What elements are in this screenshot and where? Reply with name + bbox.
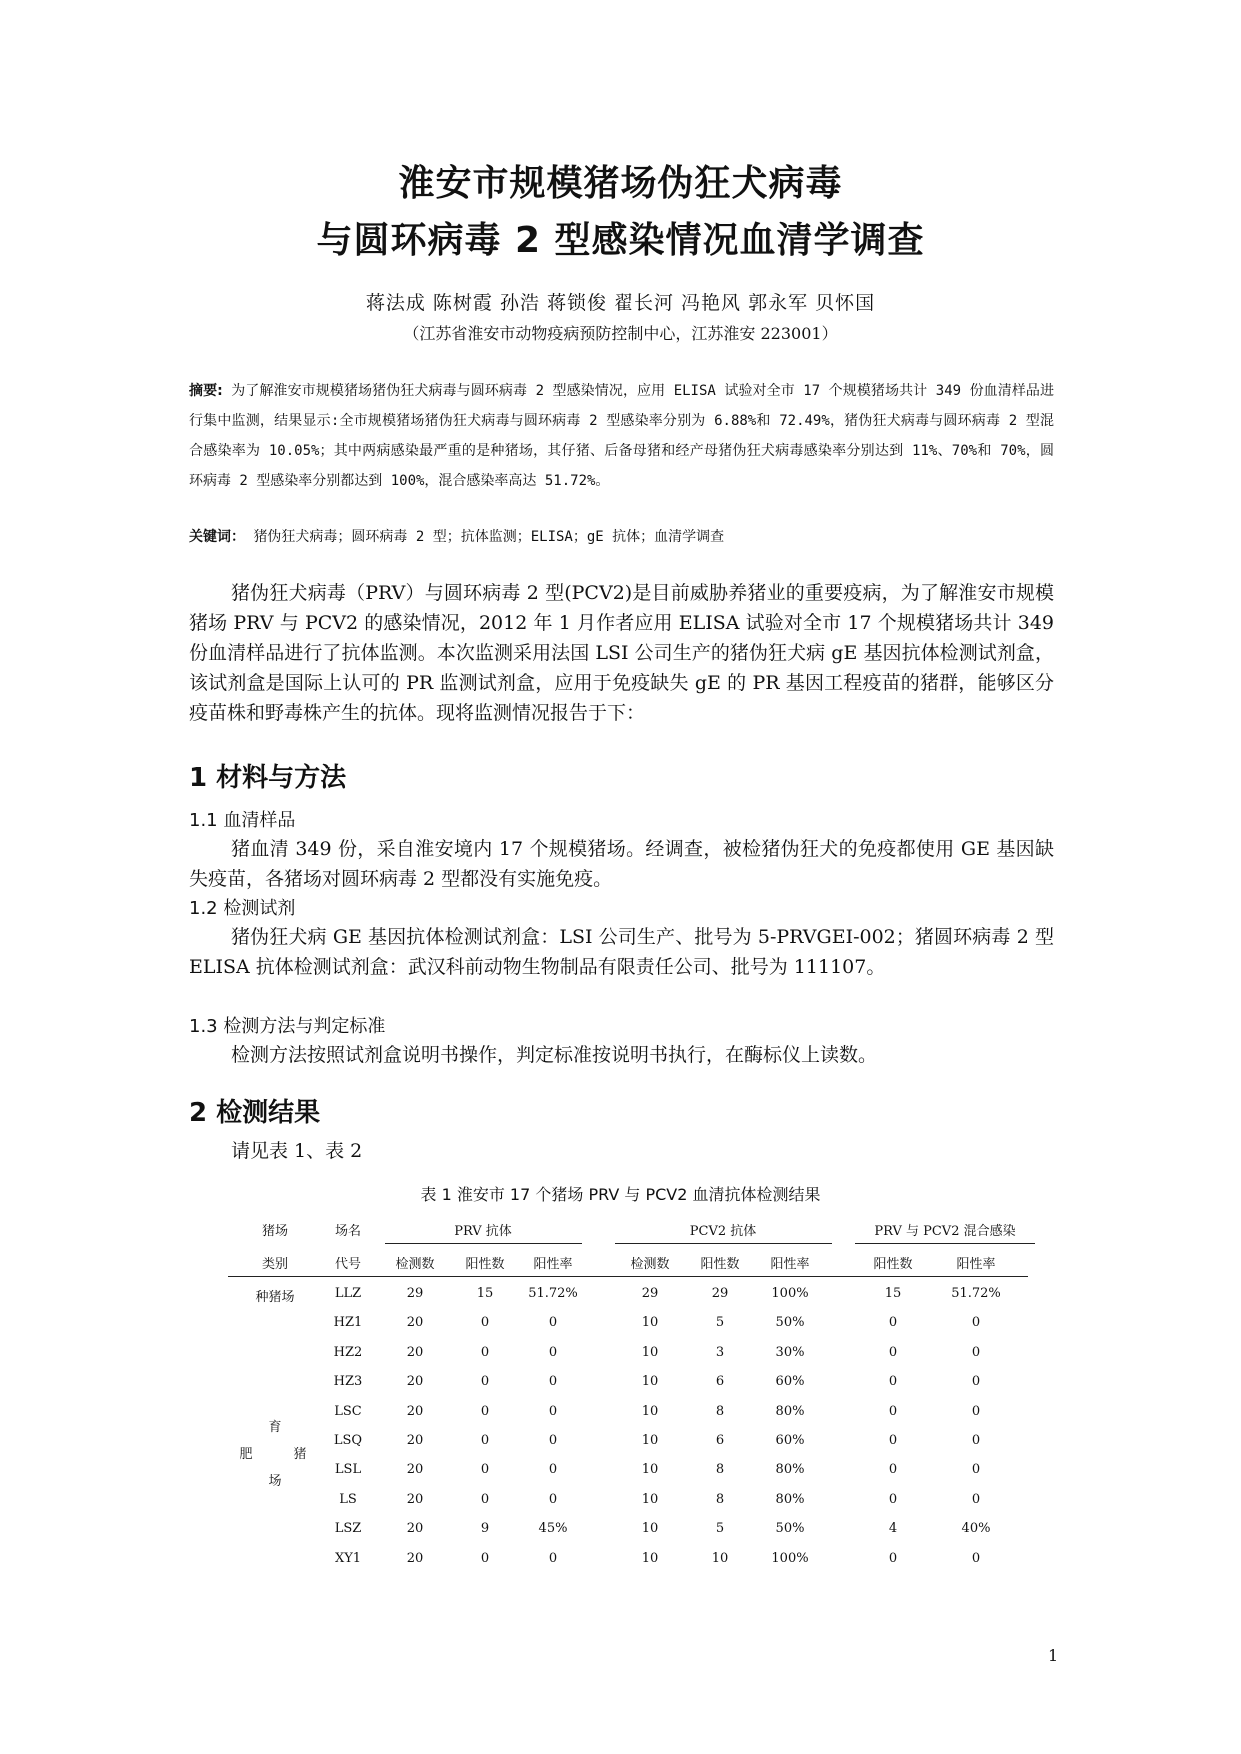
page-number: 1 xyxy=(1048,1646,1059,1665)
table-cell: 0 xyxy=(548,1491,558,1507)
section-1-2-text: 猪伪狂犬病 GE 基因抗体检测试剂盒：LSI 公司生产、批号为 5-PRVGEI-002；猪圆环病毒 2 型 ELISA 抗体检测试剂盒：武汉科前动物生物制品有限责任公司、批号为 111107。 xyxy=(189,926,1054,978)
header-rule-pcv2 xyxy=(615,1243,832,1244)
header-code-2: 代号 xyxy=(334,1257,361,1272)
table-cell-code: XY1 xyxy=(334,1550,362,1566)
table-cell: 6 xyxy=(715,1433,725,1448)
table-cell: 10 xyxy=(711,1550,729,1566)
results-table xyxy=(228,1210,1028,1610)
table-cell: 20 xyxy=(406,1462,424,1478)
table-cell: 0 xyxy=(888,1374,898,1390)
table-cell: 0 xyxy=(888,1433,898,1448)
table-cell: 0 xyxy=(888,1403,898,1419)
section-2-text: 请见表 1、表 2 xyxy=(231,1140,363,1162)
table-cell: 15 xyxy=(884,1286,902,1301)
table-cell-code: LSQ xyxy=(333,1433,363,1448)
table-cell: 0 xyxy=(548,1315,558,1331)
table-cell: 10 xyxy=(641,1403,659,1419)
header-rule-mixed xyxy=(855,1243,1035,1244)
table-cell-code: LS xyxy=(339,1491,357,1507)
table-cell: 20 xyxy=(406,1433,424,1448)
farm-type-breeding: 种猪场 xyxy=(255,1290,295,1305)
table-cell: 8 xyxy=(715,1462,725,1478)
abstract xyxy=(189,376,1054,496)
table-cell-code: HZ2 xyxy=(333,1344,363,1360)
header-prv-positive: 阳性数 xyxy=(465,1257,505,1272)
table-cell: 20 xyxy=(406,1550,424,1566)
section-1-3-text: 检测方法按照试剂盒说明书操作，判定标准按说明书执行，在酶标仪上读数。 xyxy=(231,1044,878,1066)
table-cell: 80% xyxy=(775,1491,805,1507)
table-cell: 0 xyxy=(548,1550,558,1566)
table-cell: 15 xyxy=(476,1286,494,1301)
table-cell: 20 xyxy=(406,1344,424,1360)
table-cell: 10 xyxy=(641,1433,659,1448)
table-cell: 0 xyxy=(548,1403,558,1419)
table-cell: 0 xyxy=(971,1403,981,1419)
farm-type-fattening-char-2: 肥 xyxy=(239,1447,253,1462)
table-cell: 0 xyxy=(971,1433,981,1448)
table-cell: 0 xyxy=(888,1315,898,1331)
table-cell: 29 xyxy=(641,1286,659,1301)
table-cell: 3 xyxy=(715,1344,725,1360)
header-mixed-positive: 阳性数 xyxy=(873,1257,913,1272)
table-cell: 6 xyxy=(715,1374,725,1390)
section-2-heading: 2 检测结果 xyxy=(189,1098,321,1128)
table-cell: 100% xyxy=(771,1550,809,1566)
author-list: 蒋法成 陈树霞 孙浩 蒋锁俊 翟长河 冯艳风 郭永军 贝怀国 xyxy=(365,292,876,314)
header-prv-rate: 阳性率 xyxy=(533,1257,573,1272)
section-1-1-text: 猪血清 349 份，采自淮安境内 17 个规模猪场。经调查，被检猪伪狂犬的免疫都使用 GE 基因缺失疫苗，各猪场对圆环病毒 2 型都没有实施免疫。 xyxy=(189,838,1054,890)
header-farm-type-2: 类别 xyxy=(261,1257,288,1272)
table-cell: 0 xyxy=(971,1491,981,1507)
table-cell: 0 xyxy=(971,1315,981,1331)
section-1-3-heading: 1.3 检测方法与判定标准 xyxy=(189,1016,386,1037)
table-cell: 20 xyxy=(406,1403,424,1419)
table-cell: 10 xyxy=(641,1462,659,1478)
table-cell: 0 xyxy=(971,1374,981,1390)
table-cell-code: HZ3 xyxy=(333,1374,363,1390)
header-pcv2-rate: 阳性率 xyxy=(770,1257,810,1272)
keywords xyxy=(189,522,1054,552)
header-prv-tested: 检测数 xyxy=(395,1257,435,1272)
table-cell: 50% xyxy=(775,1315,805,1331)
table-cell: 29 xyxy=(711,1286,729,1301)
header-rule-prv xyxy=(385,1243,582,1244)
header-pcv2: PCV2 抗体 xyxy=(689,1224,757,1239)
table-cell: 30% xyxy=(775,1344,805,1360)
header-mixed-rate: 阳性率 xyxy=(956,1257,996,1272)
table-cell: 0 xyxy=(480,1462,490,1478)
table-cell: 40% xyxy=(961,1521,991,1537)
table-cell: 0 xyxy=(480,1374,490,1390)
title-line-1: 淮安市规模猪场伪狂犬病毒 xyxy=(398,163,843,204)
table-cell-code: LSL xyxy=(334,1462,362,1478)
table-cell: 29 xyxy=(406,1286,424,1301)
section-1-1-heading: 1.1 血清样品 xyxy=(189,810,296,831)
table-cell: 51.72% xyxy=(951,1286,1001,1301)
header-pcv2-tested: 检测数 xyxy=(630,1257,670,1272)
table-cell: 80% xyxy=(775,1462,805,1478)
table-cell: 0 xyxy=(888,1462,898,1478)
title-line-2: 与圆环病毒 2 型感染情况血清学调查 xyxy=(316,220,925,261)
table-cell: 0 xyxy=(480,1403,490,1419)
header-bottom-rule xyxy=(228,1276,1028,1277)
header-code-1: 场名 xyxy=(334,1224,361,1239)
table-cell: 0 xyxy=(971,1462,981,1478)
table-cell: 51.72% xyxy=(528,1286,578,1301)
table-cell: 0 xyxy=(548,1433,558,1448)
table-cell: 80% xyxy=(775,1403,805,1419)
table-cell: 10 xyxy=(641,1315,659,1331)
table-cell: 8 xyxy=(715,1403,725,1419)
table-cell: 4 xyxy=(888,1521,898,1537)
table-cell: 0 xyxy=(480,1315,490,1331)
table-cell: 0 xyxy=(888,1491,898,1507)
intro-paragraph: 猪伪狂犬病毒（PRV）与圆环病毒 2 型(PCV2)是目前威胁养猪业的重要疫病，为了解淮安市规模猪场 PRV 与 PCV2 的感染情况，2012 年 1 月作者应用 ELISA 试验对全市 17 个规模猪场共计 349 份血清样品进行了抗体监测。本次监测采用法国 LSI 公司生产的猪伪狂犬病 gE 基因抗体检测试剂盒，该试剂盒是国际上认可的 PR 监测试剂盒，应用于免疫缺失 gE 的 PR 基因工程疫苗的猪群，能够区分疫苗株和野毒株产生的抗体。现将监测情况报告于下： xyxy=(189,582,1054,724)
table-cell-code: LSZ xyxy=(334,1521,362,1537)
table-cell-code: LLZ xyxy=(334,1286,362,1301)
table-cell: 50% xyxy=(775,1521,805,1537)
table-cell: 0 xyxy=(548,1344,558,1360)
abstract-label: 摘要: xyxy=(189,383,223,399)
section-1-2-heading: 1.2 检测试剂 xyxy=(189,898,296,919)
table-cell: 0 xyxy=(480,1491,490,1507)
table-cell-code: LSC xyxy=(334,1403,362,1419)
farm-type-fattening-char-3: 猪 xyxy=(293,1447,307,1462)
table-cell: 0 xyxy=(888,1550,898,1566)
farm-type-fattening-char-1: 育 xyxy=(268,1420,282,1435)
table-cell: 0 xyxy=(971,1344,981,1360)
table-cell: 0 xyxy=(480,1433,490,1448)
header-mixed: PRV 与 PCV2 混合感染 xyxy=(874,1224,1016,1239)
section-1-heading: 1 材料与方法 xyxy=(189,763,347,793)
table-cell: 20 xyxy=(406,1374,424,1390)
table-cell: 100% xyxy=(771,1286,809,1301)
header-farm-type-1: 猪场 xyxy=(261,1224,288,1239)
table-cell: 60% xyxy=(775,1374,805,1390)
header-pcv2-positive: 阳性数 xyxy=(700,1257,740,1272)
table-cell: 10 xyxy=(641,1521,659,1537)
table-cell: 10 xyxy=(641,1374,659,1390)
table-cell: 10 xyxy=(641,1550,659,1566)
table-cell: 8 xyxy=(715,1491,725,1507)
table-cell-code: HZ1 xyxy=(333,1315,363,1331)
table-caption: 表 1 淮安市 17 个猪场 PRV 与 PCV2 血清抗体检测结果 xyxy=(420,1185,821,1204)
farm-type-fattening-char-4: 场 xyxy=(268,1474,282,1489)
table-cell: 0 xyxy=(548,1374,558,1390)
abstract-text: 为了解淮安市规模猪场猪伪狂犬病毒与圆环病毒 2 型感染情况，应用 ELISA 试验对全市 17 个规模猪场共计 349 份血清样品进行集中监测，结果显示:全市规模猪场猪伪狂犬病毒与圆环病毒 2 型感染率分别为 6.88%和 72.49%，猪伪狂犬病毒与圆环病毒 2 型混合感染率为 10.05%；其中两病感染最严重的是种猪场，其仔猪、后备母猪和经产母猪伪狂犬病毒感染率分别达到 11%、70%和 70%，圆环病毒 2 型感染率分别都达到 100%，混合感染率高达 51.72%。 xyxy=(189,383,1054,489)
table-cell: 20 xyxy=(406,1521,424,1537)
table-cell: 5 xyxy=(715,1521,725,1537)
table-cell: 0 xyxy=(480,1344,490,1360)
table-cell: 0 xyxy=(480,1550,490,1566)
table-cell: 0 xyxy=(971,1550,981,1566)
keywords-label: 关键词： xyxy=(189,529,245,545)
table-cell: 60% xyxy=(775,1433,805,1448)
table-cell: 45% xyxy=(538,1521,568,1537)
affiliation: （江苏省淮安市动物疫病预防控制中心，江苏淮安 223001） xyxy=(403,324,838,343)
table-cell: 0 xyxy=(548,1462,558,1478)
table-cell: 10 xyxy=(641,1344,659,1360)
table-cell: 0 xyxy=(888,1344,898,1360)
header-prv: PRV 抗体 xyxy=(454,1224,512,1239)
table-cell: 5 xyxy=(715,1315,725,1331)
table-cell: 10 xyxy=(641,1491,659,1507)
table-cell: 20 xyxy=(406,1315,424,1331)
table-cell: 9 xyxy=(480,1521,490,1537)
table-cell: 20 xyxy=(406,1491,424,1507)
keywords-text: 猪伪狂犬病毒；圆环病毒 2 型；抗体监测；ELISA；gE 抗体；血清学调查 xyxy=(253,529,725,545)
